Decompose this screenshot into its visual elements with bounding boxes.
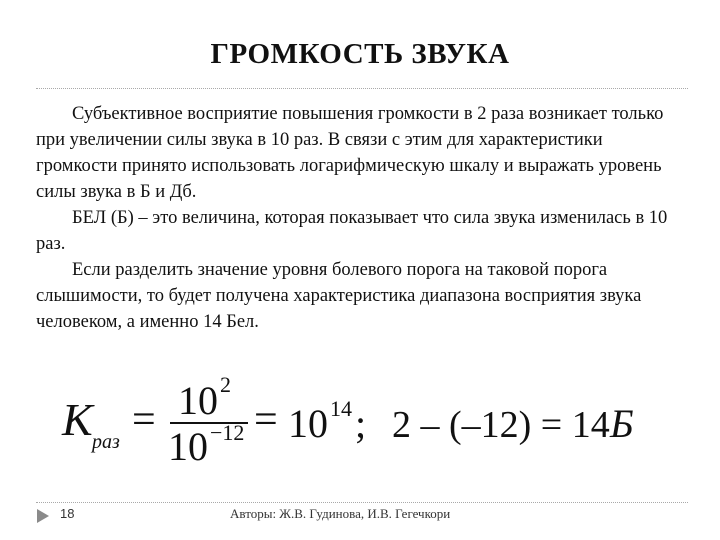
- denominator-exponent: −12: [210, 420, 245, 445]
- formula-expression: 2 – (–12) = 14: [392, 404, 610, 446]
- paragraph-1: Субъективное восприятие повышения громкости в 2 раза возникает только при увеличении силы звука в 10 раз. В связи с этим для характеристики громкости принято использовать логарифмическую шкалу и выражать уровень силы звука в Б и Дб.: [36, 104, 664, 202]
- numerator-exponent: 2: [220, 372, 231, 397]
- result-base: 10: [288, 401, 328, 446]
- arrow-right-icon: [37, 509, 49, 523]
- page-number: 18: [60, 506, 75, 521]
- footer-authors: Авторы: Ж.В. Гудинова, И.В. Гегечкори: [230, 506, 451, 521]
- numerator-base: 10: [178, 378, 218, 423]
- paragraph-3: Если разделить значение уровня болевого порога на таковой порога слышимости, то будет получена характеристика диапазона восприятия звука человеком, а именно 14 Бел.: [36, 260, 642, 332]
- formula-equals-1: =: [132, 397, 156, 443]
- formula-separator: ;: [355, 401, 367, 446]
- formula-equals-2: =: [254, 397, 278, 443]
- slide-title: ГРОМКОСТЬ ЗВУКА: [210, 38, 510, 70]
- formula-unit: Б: [610, 401, 634, 446]
- formula-subscript: раз: [92, 431, 120, 453]
- bottom-divider: [36, 502, 688, 503]
- result-exponent: 14: [330, 396, 352, 421]
- formula-symbol: К: [62, 394, 93, 445]
- denominator-base: 10: [168, 424, 208, 469]
- paragraph-2: БЕЛ (Б) – это величина, которая показывает что сила звука изменилась в 10 раз.: [36, 208, 668, 254]
